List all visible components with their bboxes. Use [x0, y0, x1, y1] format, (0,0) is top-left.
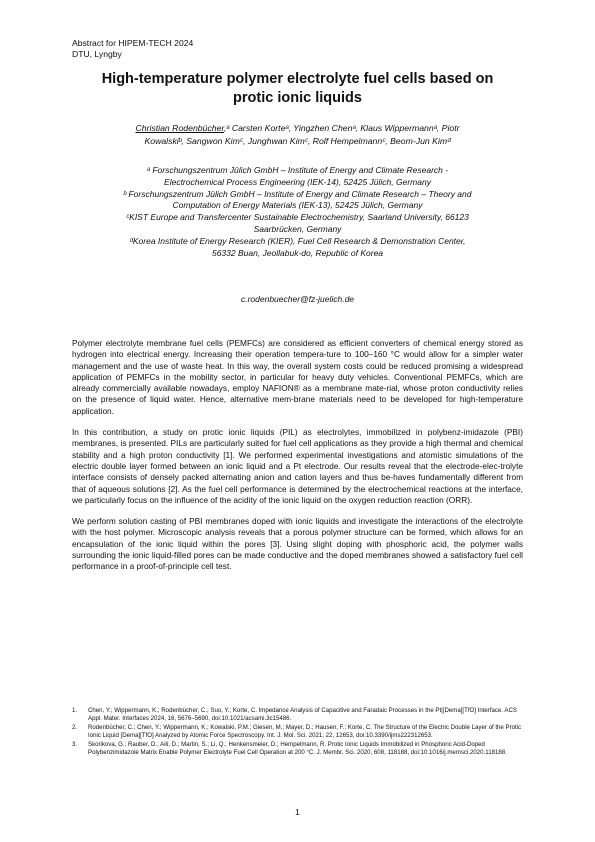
paper-title — [60, 70, 535, 108]
abstract-header — [72, 38, 193, 60]
abstract-body — [72, 338, 523, 583]
reference-text: Rodenbücher, C.; Chen, Y.; Wippermann, K.; Kowalski, P.M.; Giesen, M.; Mayer, D.; Hausen, F.; Korte, C. The Structure of the Electric Double Layer of the Protic Ionic Liquid [Dema][TfO] Analyzed by Atomic Force Spectroscopy. Int. J. Mol. Sci. 2021, 22, 12653, doi:10.3390/ijms222312653. — [88, 724, 522, 740]
affiliation-a-line-1: ᵃ Forschungszentrum Jülich GmbH – Institute of Energy and Climate Research - — [146, 165, 449, 175]
reference-item — [72, 707, 523, 723]
reference-text: Chen, Y.; Wippermann, K.; Rodenbücher, C.; Suo, Y.; Korte, C. Impedance Analysis of Capacitive and Faradaic Processes in the Pt|[Dema][TfO] Interface. ACS Appl. Mater. Interfaces 2024, 16, 5676–5690, doi:10.1021/acsami.3c15486. — [88, 707, 517, 723]
page-number: 1 — [295, 807, 300, 817]
reference-number: 3. — [72, 741, 78, 749]
paragraph-2: In this contribution, a study on protic ionic liquids (PIL) as electrolytes, immobilized in polybenz-imidazole (PBI) membranes, is presented. PILs are particularly suited for fuel cell applications as they provide a high thermal and chemical stability and a high proton conductivity [1]. We performed experimental investigations and atomistic simulations of the electric double layer formed between an ionic liquid and a Pt electrode. Our results reveal that the electrode-elec-trolyte interface consists of densely packed alternating anion and cation layers and thus be-haves fundamentally different from that of aqueous solutions [2]. As the fuel cell performance is determined by the electrochemical reactions at the interface, we particularly focus on the influence of the acidity of the ionic liquid on the oxygen reduction reaction (ORR). — [72, 427, 523, 505]
reference-item — [72, 724, 523, 740]
affiliation-b-line-2: Computation of Energy Materials (IEK-13), 52425 Jülich, Germany — [172, 200, 423, 211]
affiliation-d — [72, 236, 523, 260]
affiliation-a-line-2: Electrochemical Process Engineering (IEK-14), 52425 Jülich, Germany — [164, 176, 431, 187]
affiliation-c-line-2: Saarbrücken, Germany — [253, 223, 342, 234]
reference-number: 1. — [72, 707, 78, 714]
title-line-2: protic ionic liquids — [233, 90, 362, 106]
author-line-2: Kowalskiᵇ, Sangwon Kimᶜ, Junghwan Kimᶜ, Rolf Hempelmannᶜ, Beom-Jun Kimᵈ — [144, 136, 451, 146]
header-location: DTU, Lyngby — [72, 49, 122, 59]
corresponding-email[interactable]: c.rodenbuecher@fz-juelich.de — [240, 294, 355, 304]
reference-list — [72, 707, 523, 759]
affiliation-a — [72, 165, 523, 189]
title-line-1: High-temperature polymer electrolyte fuel cells based on — [101, 71, 494, 87]
reference-text: Skorikova, G.; Rauber, D.; Aili, D.; Martin, S.; Li, Q.; Henkensmeier, D.; Hempelmann, R. Protic Ionic Liquids Immobilized in Phosphoric Acid-Doped Polybenzimidazole Matrix Enable Polymer Electrolyte Fuel Cell Operation at 200 °C. J. Membr. Sci. 2020, 608, 118188, doi:10.1016/j.memsci.2020.118188. — [88, 741, 507, 757]
affiliation-list — [72, 165, 523, 259]
reference-item — [72, 741, 523, 757]
affiliation-c-line-1: ᶜKIST Europe and Transfercenter Sustainable Electrochemistry, Saarland University, 66123 — [126, 212, 469, 223]
reference-number: 2. — [72, 724, 78, 732]
header-event: Abstract for HIPEM-TECH 2024 — [72, 38, 194, 48]
affiliation-b — [72, 189, 523, 213]
affiliation-b-line-1: ᵇ Forschungszentrum Jülich GmbH – Institute of Energy and Climate Research – Theory and — [123, 188, 472, 199]
presenting-author: Christian Rodenbücher — [135, 123, 224, 133]
author-line-1-rest: ,ᵃ Carsten Korteᵃ, Yingzhen Chenᵃ, Klaus Wippermannᵃ, Piotr — [223, 123, 460, 133]
author-list — [72, 122, 523, 148]
affiliation-d-line-2: 56332 Buan, Jeollabuk-do, Republic of Korea — [211, 247, 384, 258]
paragraph-3: We perform solution casting of PBI membranes doped with ionic liquids and investigate the interactions of the electrolyte with the host polymer. Microscopic analysis reveals that a porous polymer structure can be formed, which allows for an encapsulation of the ionic liquid within the pores [3]. Using slight doping with phosphoric acid, the polymer walls surrounding the ionic liquid-filled pores can be made conductive and the doped membranes showed a satisfactory fuel cell performance in a proof-of-principle cell test. — [72, 516, 523, 572]
affiliation-d-line-1: ᵈKorea Institute of Energy Research (KIER), Fuel Cell Research & Demonstration Center, — [129, 235, 466, 246]
paragraph-1: Polymer electrolyte membrane fuel cells (PEMFCs) are considered as efficient converters of chemical energy stored as hydrogen into electrical energy. Increasing their operation tempera-ture to 100–160 °C would allow for a simpler water management and the use of waste heat. In this way, the overall system costs could be reduced promising a widespread application of PEMFCs in the mobility sector, in particular for heavy duty vehicles. Conventional PEMFCs, which are already commercially available nowadays, employ NAFION® as a membrane mate-rial, whose proton conductivity relies on the presence of liquid water. Hence, alternative mem-brane materials need to be developed for high-temperature application. — [72, 338, 523, 416]
affiliation-c — [72, 212, 523, 236]
author-line-1 — [72, 122, 523, 135]
